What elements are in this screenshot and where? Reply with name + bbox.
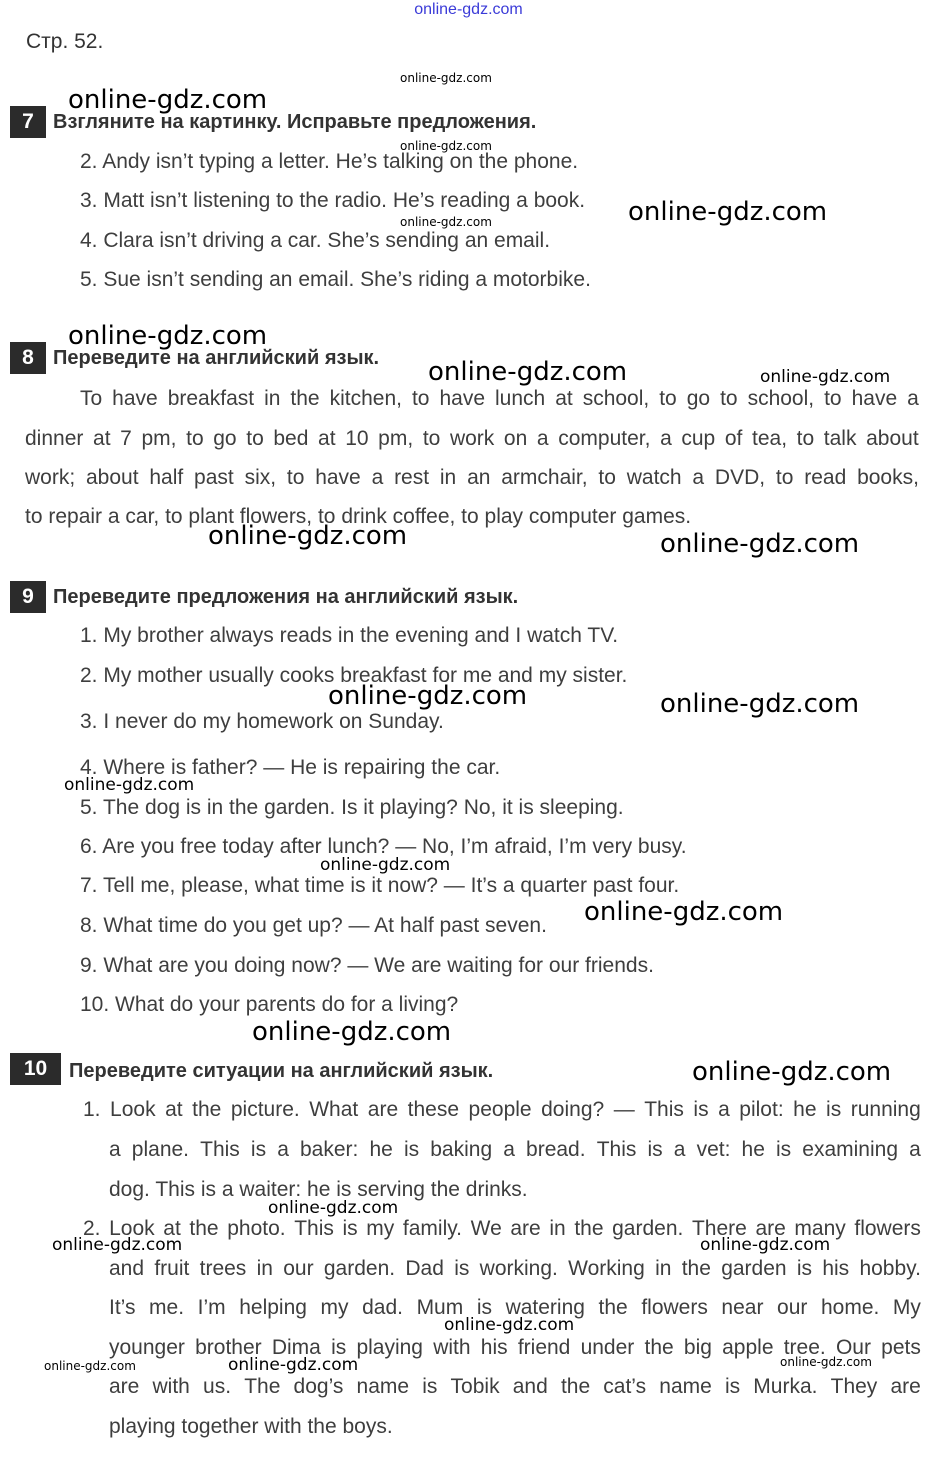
word: read — [804, 466, 847, 489]
word: to — [824, 387, 842, 410]
word: pets — [881, 1336, 921, 1359]
task-7-number: 7 — [10, 106, 46, 138]
word: is — [403, 1138, 420, 1161]
word: is — [422, 1375, 438, 1398]
word: a — [277, 1138, 289, 1161]
word: the — [290, 387, 320, 410]
word: and — [109, 1257, 145, 1280]
task-7-line: 3. Matt isn’t listening to the radio. He’s reading a book. — [80, 189, 586, 212]
word: the — [598, 1296, 628, 1319]
word: a — [907, 387, 919, 410]
word: six, — [244, 466, 277, 489]
word: is — [647, 1138, 663, 1161]
word: about — [866, 427, 919, 450]
task-7-line: 4. Clara isn’t driving a car. She’s sending an email. — [80, 229, 551, 252]
watermark: online-gdz.com — [760, 367, 891, 387]
watermark: online-gdz.com — [268, 1198, 399, 1218]
word: Our — [835, 1336, 871, 1359]
word: past — [194, 466, 234, 489]
word: is — [724, 1375, 741, 1398]
word: at — [93, 427, 111, 450]
word: 2. — [83, 1217, 101, 1240]
word: pm, — [378, 427, 414, 450]
word: the — [644, 1336, 674, 1359]
word: me. — [149, 1296, 185, 1319]
word: is — [250, 1138, 267, 1161]
word: vet: — [696, 1138, 731, 1161]
word: It’s — [109, 1296, 136, 1319]
word: younger — [109, 1336, 185, 1359]
word: are — [109, 1375, 140, 1398]
word: examining — [802, 1138, 899, 1161]
word: home. — [820, 1296, 880, 1319]
task-9-line: 8. What time do you get up? — At half past seven. — [80, 914, 547, 937]
word: an — [467, 466, 491, 489]
word: books, — [857, 466, 919, 489]
word: a — [673, 1138, 686, 1161]
task-10-item-1-line — [109, 1138, 921, 1162]
task-9-line: 3. I never do my homework on Sunday. — [80, 710, 444, 733]
word: I’m — [197, 1296, 226, 1319]
word: This — [644, 1098, 684, 1121]
watermark: online-gdz.com — [252, 1017, 452, 1047]
word: garden. — [323, 1257, 396, 1280]
word: Look — [109, 1217, 155, 1240]
word: he — [741, 1138, 765, 1161]
word: dad. — [362, 1296, 403, 1319]
word: garden. — [612, 1217, 684, 1240]
word: is — [454, 1257, 470, 1280]
word: rest — [394, 466, 430, 489]
word: There — [691, 1217, 747, 1240]
word: is — [693, 1098, 709, 1121]
word: They — [830, 1375, 878, 1398]
page-number: Стр. 52. — [26, 30, 104, 53]
task-7-line: 2. Andy isn’t typing a letter. He’s talking on the phone. — [80, 150, 579, 173]
word: a — [536, 427, 549, 450]
word: cup — [681, 427, 716, 450]
word: a — [692, 466, 705, 489]
task-9-line: 7. Tell me, please, what time is it now? — It’s a quarter past four. — [80, 874, 680, 897]
word: helping — [239, 1296, 307, 1319]
task-8-number: 8 — [10, 342, 46, 374]
word: have — [439, 387, 486, 410]
word: my — [366, 1217, 395, 1240]
word: these — [407, 1098, 460, 1121]
watermark: online-gdz.com — [444, 1315, 575, 1335]
word: work — [449, 427, 495, 450]
task-10-item-2-line: playing together with the boys. — [109, 1415, 393, 1438]
word: to — [246, 427, 264, 450]
task-9-line: 5. The dog is in the garden. Is it playing? No, it is sleeping. — [80, 796, 624, 819]
word: to — [775, 466, 794, 489]
word: — — [613, 1098, 635, 1121]
word: flowers — [854, 1217, 921, 1240]
watermark: online-gdz.com — [400, 71, 492, 85]
word: the — [560, 1375, 591, 1398]
task-10-item-1-line: dog. This is a waiter: he is serving the drinks. — [109, 1178, 528, 1201]
word: of — [724, 427, 743, 450]
word: is — [796, 1257, 813, 1280]
word: have — [112, 387, 158, 410]
watermark: online-gdz.com — [400, 215, 492, 229]
word: people — [468, 1098, 532, 1121]
word: Dima — [271, 1336, 321, 1359]
word: he — [369, 1138, 393, 1161]
task-7-line: 5. Sue isn’t sending an email. She’s riding a motorbike. — [80, 268, 591, 291]
word: baking — [430, 1138, 493, 1161]
task-9-title: Переведите предложения на английский язык. — [53, 586, 519, 608]
task-10-item-2-line — [109, 1257, 921, 1281]
word: DVD, — [714, 466, 766, 489]
word: cat’s — [603, 1375, 647, 1398]
site-header-link[interactable]: online-gdz.com — [414, 1, 523, 18]
task-10-number: 10 — [10, 1053, 61, 1085]
word: bed — [273, 427, 309, 450]
word: are — [755, 1217, 786, 1240]
word: name — [659, 1375, 712, 1398]
word: a — [909, 1138, 921, 1161]
word: the — [681, 1257, 711, 1280]
task-9-line: 4. Where is father? — He is repairing the car. — [80, 756, 501, 779]
word: is — [476, 1296, 492, 1319]
word: a — [109, 1138, 121, 1161]
word: armchair, — [501, 466, 588, 489]
word: computer, — [558, 427, 651, 450]
word: tea, — [752, 427, 788, 450]
word: fruit — [154, 1257, 190, 1280]
word: This — [200, 1138, 240, 1161]
task-9-line: 9. What are you doing now? — We are waiting for our friends. — [80, 954, 654, 977]
word: at — [165, 1098, 183, 1121]
word: the — [574, 1217, 604, 1240]
word: under — [580, 1336, 635, 1359]
word: working. — [479, 1257, 558, 1280]
word: name — [356, 1375, 410, 1398]
word: his — [822, 1257, 850, 1280]
task-10-item-1-line — [83, 1098, 921, 1122]
word: 10 — [345, 427, 369, 450]
word: our — [777, 1296, 808, 1319]
word: playing — [356, 1336, 423, 1359]
task-8-line — [25, 427, 919, 451]
word: baker: — [300, 1138, 359, 1161]
watermark: online-gdz.com — [228, 1355, 359, 1375]
word: is — [826, 1098, 842, 1121]
word: at — [318, 427, 336, 450]
watermark: online-gdz.com — [68, 321, 268, 351]
word: have — [315, 466, 361, 489]
word: breakfast — [167, 387, 255, 410]
word: My — [892, 1296, 921, 1319]
word: with — [433, 1336, 471, 1359]
word: a — [371, 466, 384, 489]
task-9-line: 6. Are you free today after lunch? — No, I’m afraid, I’m very busy. — [80, 835, 687, 858]
word: have — [851, 387, 898, 410]
word: apple — [722, 1336, 774, 1359]
word: 7 — [120, 427, 132, 450]
word: to — [720, 387, 738, 410]
word: brother — [195, 1336, 262, 1359]
task-8-line: to repair a car, to plant flowers, to drink coffee, to play computer games. — [25, 505, 692, 528]
word: to — [286, 466, 305, 489]
word: in — [439, 466, 457, 489]
word: and — [512, 1375, 548, 1398]
watermark: online-gdz.com — [660, 689, 860, 719]
watermark: online-gdz.com — [52, 1235, 183, 1255]
word: friend — [517, 1336, 571, 1359]
word: go — [686, 387, 711, 410]
word: school, — [582, 387, 650, 410]
word: near — [721, 1296, 764, 1319]
word: a — [503, 1138, 515, 1161]
watermark: online-gdz.com — [68, 85, 268, 115]
word: Dad — [405, 1257, 444, 1280]
task-8-line — [80, 387, 919, 411]
word: us. — [203, 1375, 232, 1398]
word: 1. — [83, 1098, 101, 1121]
word: in — [549, 1217, 566, 1240]
task-7-title: Взгляните на картинку. Исправьте предложения. — [53, 111, 537, 133]
word: to — [796, 427, 815, 450]
word: to — [659, 387, 677, 410]
word: flowers — [641, 1296, 708, 1319]
watermark: online-gdz.com — [64, 775, 195, 795]
word: are — [890, 1375, 921, 1398]
task-9-line: 2. My mother usually cooks breakfast for me and my sister. — [80, 664, 628, 687]
word: in — [655, 1257, 672, 1280]
word: garden — [721, 1257, 787, 1280]
word: is — [331, 1336, 347, 1359]
word: pm, — [141, 427, 177, 450]
word: watch — [626, 466, 682, 489]
task-10-item-2-line — [109, 1375, 921, 1399]
word: in — [256, 1257, 273, 1280]
watermark: online-gdz.com — [428, 357, 628, 387]
watermark: online-gdz.com — [208, 521, 408, 551]
word: lunch — [495, 387, 546, 410]
word: on — [503, 427, 528, 450]
word: This — [294, 1217, 334, 1240]
word: to — [186, 427, 204, 450]
word: about — [86, 466, 139, 489]
word: a — [718, 1098, 730, 1121]
watermark: online-gdz.com — [780, 1355, 872, 1369]
word: family. — [402, 1217, 463, 1240]
word: many — [794, 1217, 846, 1240]
word: The — [244, 1375, 281, 1398]
word: doing? — [541, 1098, 605, 1121]
word: dog’s — [293, 1375, 344, 1398]
word: What — [309, 1098, 359, 1121]
watermark: online-gdz.com — [692, 1057, 892, 1087]
word: running — [850, 1098, 921, 1121]
word: are — [367, 1098, 399, 1121]
word: school, — [747, 387, 815, 410]
word: We — [470, 1217, 502, 1240]
task-8-title: Переведите на английский язык. — [53, 347, 380, 369]
word: to — [598, 466, 616, 489]
word: work; — [25, 466, 76, 489]
watermark: online-gdz.com — [660, 529, 860, 559]
word: are — [510, 1217, 541, 1240]
watermark: online-gdz.com — [628, 197, 828, 227]
word: trees — [199, 1257, 247, 1280]
word: kitchen, — [329, 387, 402, 410]
task-9-number: 9 — [10, 581, 46, 613]
word: watering — [505, 1296, 585, 1319]
word: is — [776, 1138, 792, 1161]
watermark: online-gdz.com — [328, 681, 528, 711]
task-8-line — [25, 466, 919, 490]
word: half — [149, 466, 184, 489]
watermark: online-gdz.com — [700, 1235, 831, 1255]
watermark: online-gdz.com — [584, 897, 784, 927]
word: Working — [568, 1257, 645, 1280]
task-10-title: Переведите ситуации на английский язык. — [69, 1060, 494, 1082]
word: picture. — [230, 1098, 300, 1121]
word: plane. — [131, 1138, 190, 1161]
task-9-line: 10. What do your parents do for a living? — [80, 993, 459, 1016]
word: talk — [823, 427, 857, 450]
word: he — [793, 1098, 817, 1121]
word: tree. — [783, 1336, 826, 1359]
word: the — [192, 1098, 222, 1121]
watermark: online-gdz.com — [320, 855, 451, 875]
word: hobby. — [859, 1257, 921, 1280]
word: Mum — [416, 1296, 464, 1319]
word: Tobik — [450, 1375, 500, 1398]
word: in — [264, 387, 281, 410]
word: dinner — [25, 427, 84, 450]
word: Look — [110, 1098, 156, 1121]
word: big — [683, 1336, 712, 1359]
word: at — [163, 1217, 181, 1240]
task-9-line: 1. My brother always reads in the evening and I watch TV. — [80, 624, 619, 647]
word: my — [320, 1296, 349, 1319]
word: go — [213, 427, 237, 450]
watermark: online-gdz.com — [44, 1359, 136, 1373]
word: To — [80, 387, 103, 410]
word: a — [660, 427, 672, 450]
word: at — [555, 387, 573, 410]
word: his — [480, 1336, 508, 1359]
word: to — [411, 387, 430, 410]
word: photo. — [227, 1217, 286, 1240]
word: our — [283, 1257, 314, 1280]
word: is — [342, 1217, 358, 1240]
watermark: online-gdz.com — [400, 139, 492, 153]
word: pilot: — [739, 1098, 784, 1121]
word: Murka. — [753, 1375, 818, 1398]
word: This — [596, 1138, 637, 1161]
word: bread. — [526, 1138, 586, 1161]
word: to — [422, 427, 441, 450]
word: with — [152, 1375, 190, 1398]
word: the — [189, 1217, 219, 1240]
